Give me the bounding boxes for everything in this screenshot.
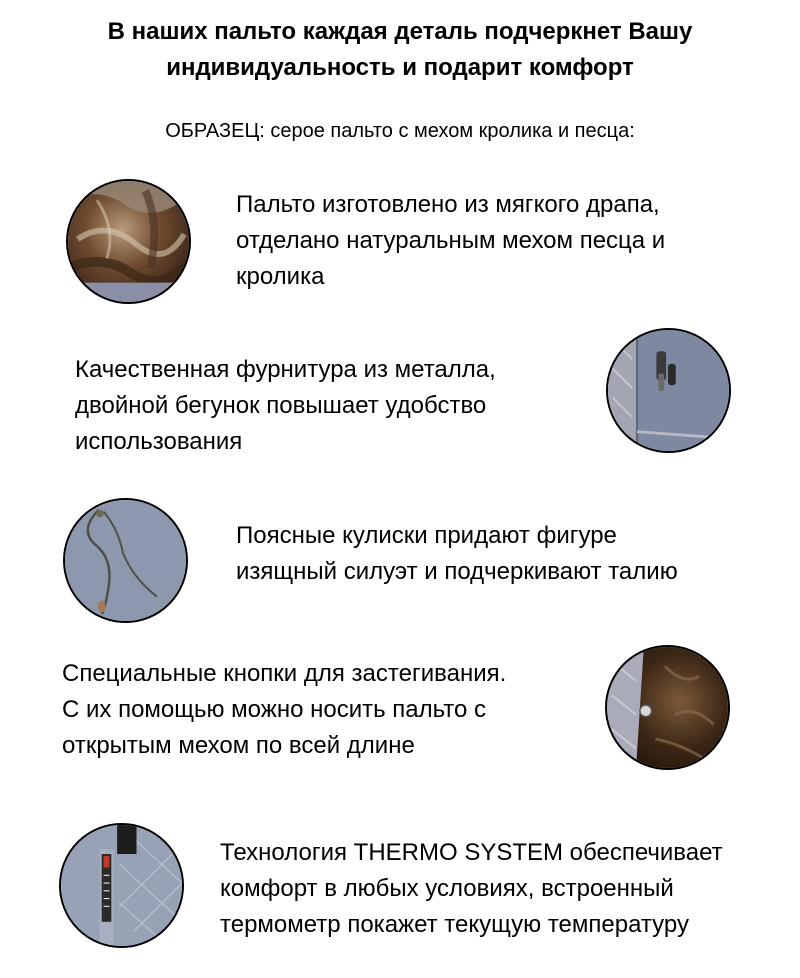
- feature-zipper-text: [75, 352, 496, 460]
- feature-line: изящный силуэт и подчеркивают талию: [236, 558, 678, 585]
- feature-line: открытым мехом по всей длине: [62, 732, 415, 759]
- feature-line: С их помощью можно носить пальто с: [62, 696, 486, 723]
- feature-line: Поясные кулиски придают фигуре: [236, 522, 617, 549]
- sample-caption: ОБРАЗЕЦ: серое пальто с мехом кролика и песца:: [165, 120, 635, 142]
- fur-collar-photo: [66, 179, 191, 304]
- feature-line: Специальные кнопки для застегивания.: [62, 660, 507, 687]
- feature-line: двойной бегунок повышает удобство: [75, 392, 487, 419]
- metal-zipper-photo: [606, 328, 731, 453]
- title-line-2: индивидуальность и подарит комфорт: [166, 54, 634, 81]
- feature-line: Пальто изготовлено из мягкого драпа,: [236, 191, 660, 218]
- feature-line: кролика: [236, 263, 325, 290]
- title-line-1: В наших пальто каждая деталь подчеркнет Вашу: [107, 18, 693, 45]
- feature-line: использования: [75, 428, 243, 455]
- feature-line: комфорт в любых условиях, встроенный: [220, 875, 674, 902]
- waist-drawstring-photo: [63, 498, 188, 623]
- snap-button-photo: [605, 645, 730, 770]
- thermometer-label-photo: [59, 823, 184, 948]
- feature-line: термометр покажет текущую температуру: [220, 911, 689, 938]
- feature-line: Технология THERMO SYSTEM обеспечивает: [220, 839, 723, 866]
- feature-drawstring-text: [236, 518, 678, 590]
- feature-line: Качественная фурнитура из металла,: [75, 356, 496, 383]
- page-title: [20, 14, 780, 86]
- feature-line: отделано натуральным мехом песца и: [236, 227, 666, 254]
- feature-thermo-text: [220, 835, 723, 943]
- feature-fur-text: [236, 187, 665, 295]
- feature-snaps-text: [62, 656, 506, 764]
